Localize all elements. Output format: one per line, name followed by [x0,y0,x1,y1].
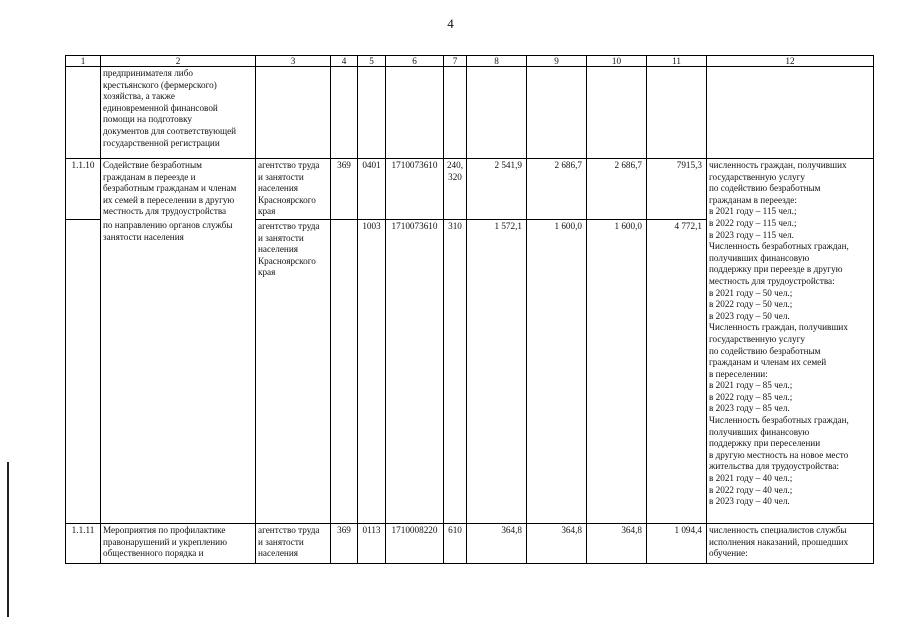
target-code: 1710073610 [386,219,444,523]
header-cell: 6 [386,56,444,67]
text-line: в 2021 году – 50 чел.; [709,287,793,298]
cell-name [101,67,256,159]
header-cell: 12 [707,56,874,67]
header-cell: 1 [66,56,101,67]
grbs-code [331,219,358,523]
amount-2021: 364,8 [467,523,527,563]
text-line: гражданам и членам их семей [709,357,827,368]
executor-cell [256,219,331,523]
text-line: поддержку при переселении [709,438,821,449]
text-line: государственной регистрации [103,137,220,148]
cell-col9 [527,67,587,159]
amount-2021: 2 541,9 [467,159,527,220]
section-code: 1003 [358,219,386,523]
text-line: поддержку при переезде в другую [709,264,843,275]
section-code: 0401 [358,159,386,220]
table-row [66,523,874,563]
text-line: в переселении: [709,368,768,379]
table-row [66,159,874,220]
text-line: местность для трудоустройства [103,206,227,217]
header-cell: 11 [647,56,707,67]
text-line: в 2021 году – 40 чел.; [709,473,793,484]
grbs-code: 369 [331,159,358,220]
text-line: местность для трудоустройства: [709,275,835,286]
amount-total: 1 094,4 [647,523,707,563]
text-line: жительства для трудоустройства: [709,461,839,472]
text-line: единовременной финансовой [103,102,218,113]
text-line: крестьянского (фермерского) [103,79,217,90]
target-code: 1710073610 [386,159,444,220]
amount-2022: 2 686,7 [527,159,587,220]
header-cell: 10 [587,56,647,67]
amount-2023: 2 686,7 [587,159,647,220]
text-line: в 2023 году – 40 чел. [709,496,790,507]
text-line: государственную услугу [709,333,805,344]
text-line: по содействию безработным [709,183,821,194]
expected-result [707,523,874,563]
text-line: занятости населения [103,232,184,243]
text-line: Красноярского [258,194,316,205]
cell-result [707,67,874,159]
header-cell: 9 [527,56,587,67]
amount-2022: 1 600,0 [527,219,587,523]
text-line: по содействию безработным [709,345,821,356]
amount-2022: 364,8 [527,523,587,563]
text-line: их семей в переселении в другую [103,194,235,205]
text-line: населения [258,548,298,559]
page-number: 4 [447,16,454,31]
text-line: в 2023 году – 115 чел. [709,229,794,240]
text-line: края [258,267,276,278]
text-line: и занятости [258,171,304,182]
text-line: численность граждан, получивших [709,160,847,170]
text-line: в 2021 году – 115 чел.; [709,206,797,217]
text-line: Содействие безработным [103,160,202,170]
text-line: в 2021 году – 85 чел.; [709,380,793,391]
expense-type-code: 310 [444,219,467,523]
text-line: обучение: [709,548,748,559]
text-line: исполнения наказаний, прошедших [709,536,849,547]
text-line: в 2023 году – 85 чел. [709,403,790,414]
text-line: в 2023 году – 50 чел. [709,310,790,321]
section-code: 0113 [358,523,386,563]
text-line: предпринимателя либо [103,68,193,78]
text-line: населения [258,244,298,255]
text-line: Мероприятия по профилактике [103,524,226,535]
cell-col11 [647,67,707,159]
header-cell: 3 [256,56,331,67]
row-number: 1.1.11 [66,523,101,563]
cell-col6 [386,67,444,159]
text-line: Численность безработных граждан, [709,415,849,426]
text-line: в другую местность на новое место [709,449,849,460]
text-line: документов для соответствующей [103,125,237,136]
amount-2023: 1 600,0 [587,219,647,523]
text-line: государственную услугу [709,171,805,182]
target-code: 1710008220 [386,523,444,563]
text-line: по направлению органов службы [103,220,233,231]
amount-total: 4 772,1 [647,219,707,523]
text-line: получивших финансовую [709,252,810,263]
text-line: в 2022 году – 115 чел.; [709,217,797,228]
expense-type-code: 240, 320 [444,159,467,220]
measure-name [101,523,256,563]
measure-name-continued [101,219,256,523]
text-line: и занятости [258,232,304,243]
text-line: гражданам в переезде и [103,171,196,182]
text-line: в 2022 году – 40 чел.; [709,484,793,495]
cell-num [66,219,101,523]
executor-cell [256,523,331,563]
text-line: агентство труда [258,524,320,535]
executor-cell [256,159,331,220]
amount-2023: 364,8 [587,523,647,563]
cell-col8 [467,67,527,159]
text-line: агентство труда [258,220,320,231]
header-cell: 2 [101,56,256,67]
cell-col5 [358,67,386,159]
margin-line [7,462,9,617]
amount-total: 7915,3 [647,159,707,220]
text-line: агентство труда [258,160,320,170]
header-cell: 4 [331,56,358,67]
text-line: получивших финансовую [709,426,810,437]
text-line: Красноярского [258,255,316,266]
text-line: гражданам в переезде: [709,194,797,205]
text-line: помощи на подготовку [103,114,193,125]
text-line: хозяйства, а также [103,91,175,102]
text-line: Численность безработных граждан, [709,241,849,252]
text-line: в 2022 году – 50 чел.; [709,299,793,310]
header-cell: 5 [358,56,386,67]
cell-executor [256,67,331,159]
text-line: края [258,206,276,217]
row-number: 1.1.10 [66,159,101,220]
cell-col4 [331,67,358,159]
header-row [66,56,874,67]
expense-type-code: 610 [444,523,467,563]
text-line: в 2022 году – 85 чел.; [709,391,793,402]
text-line: Численность граждан, получивших [709,322,848,333]
header-cell: 8 [467,56,527,67]
text-line: и занятости [258,536,304,547]
cell-col7 [444,67,467,159]
program-table [65,55,874,564]
amount-2021: 1 572,1 [467,219,527,523]
cell-num [66,67,101,159]
text-line: численность специалистов службы [709,524,847,535]
text-line: общественного порядка и [103,548,204,559]
text-line: безработным гражданам и членам [103,183,237,194]
grbs-code: 369 [331,523,358,563]
header-cell: 7 [444,56,467,67]
measure-name [101,159,256,220]
text-line: правонарушений и укреплению [103,536,227,547]
continuation-row [66,67,874,159]
text-line: населения [258,183,298,194]
expected-result [707,159,874,524]
cell-col10 [587,67,647,159]
